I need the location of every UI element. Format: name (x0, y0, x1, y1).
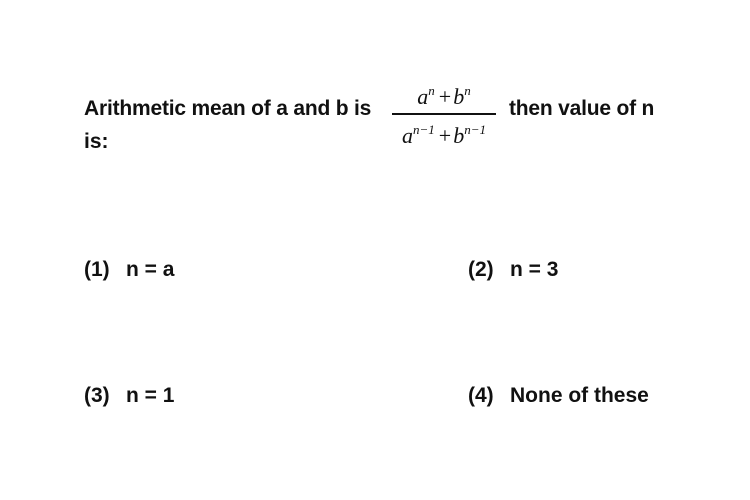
denominator-plus: + (438, 122, 452, 148)
option-3[interactable] (84, 384, 174, 408)
question-continuation: is: (84, 130, 109, 153)
denominator-base-b: b (453, 122, 465, 148)
option-4-text: None of these (510, 384, 649, 407)
fraction-bar (392, 113, 496, 115)
numerator-base-a: a (417, 84, 429, 109)
numerator-base-b: b (453, 84, 465, 109)
option-3-text: n = 1 (126, 384, 175, 407)
numerator-plus: + (438, 84, 452, 109)
fraction-numerator (390, 76, 498, 110)
numerator-exponent-a: n (428, 83, 435, 98)
fraction-denominator (390, 117, 498, 149)
denominator-exponent-a: n−1 (413, 121, 435, 137)
question-text-after: then value of n (509, 97, 655, 120)
option-1-label: (1) (84, 258, 110, 281)
option-2-text: n = 3 (510, 258, 559, 281)
option-1[interactable] (84, 258, 174, 282)
question-line (84, 76, 684, 153)
denominator-exponent-b: n−1 (464, 121, 486, 137)
option-4[interactable] (468, 384, 649, 408)
question (84, 76, 684, 153)
fraction-expression (390, 76, 498, 149)
option-1-text: n = a (126, 258, 175, 281)
numerator-exponent-b: n (464, 83, 471, 98)
question-text-before: Arithmetic mean of a and b is (84, 97, 372, 120)
denominator-base-a: a (402, 122, 413, 148)
option-2-label: (2) (468, 258, 494, 281)
option-4-label: (4) (468, 384, 494, 407)
option-3-label: (3) (84, 384, 110, 407)
option-2[interactable] (468, 258, 558, 282)
